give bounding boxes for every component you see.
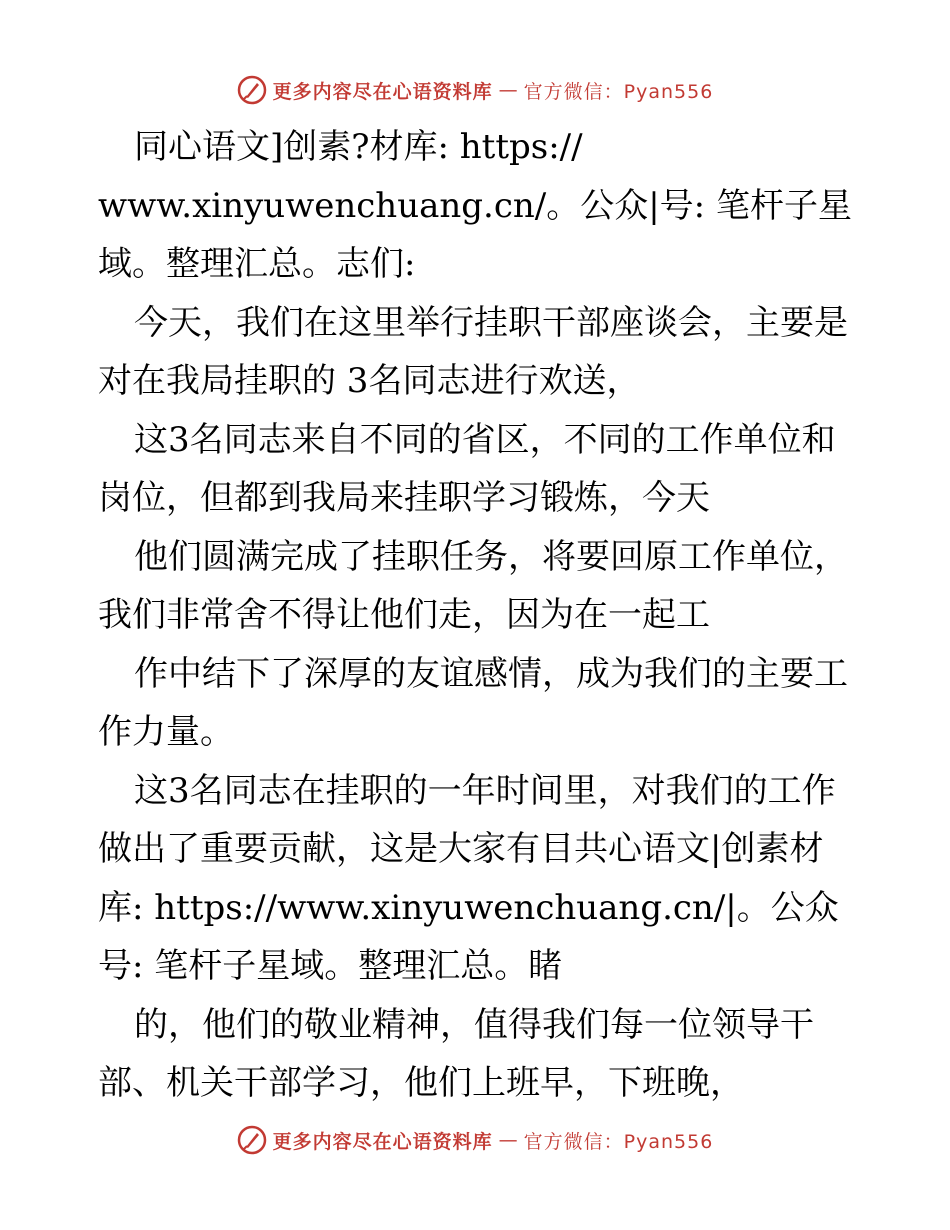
feather-pen-icon: [237, 75, 267, 105]
body-line: www.xinyuwenchuang.cn/。公众|号: 笔杆子星: [98, 185, 852, 226]
banner-wechat: 官方微信：Pyan556: [523, 1130, 714, 1153]
banner-title: 更多内容尽在心语资料库: [272, 1130, 493, 1153]
body-line: 做出了重要贡献，这是大家有目共心语文|创素材: [98, 829, 824, 869]
body-line: 对在我局挂职的 3名同志进行欢送，: [98, 361, 641, 401]
banner-title: 更多内容尽在心语资料库: [272, 80, 493, 103]
body-line: 岗位，但都到我局来挂职学习锻炼，今天: [98, 478, 710, 518]
body-line: 号: 笔杆子星域。整理汇总。睹: [98, 946, 563, 986]
document-body: [98, 118, 858, 1113]
body-line: 我们非常舍不得让他们走，因为在一起工: [98, 595, 710, 635]
banner-separator: —: [498, 1129, 518, 1151]
footer-banner: [0, 1120, 950, 1160]
body-line: 部、机关干部学习，他们上班早，下班晚，: [98, 1063, 744, 1103]
feather-pen-icon: [237, 1125, 267, 1155]
body-line: 这3名同志在挂职的一年时间里，对我们的工作: [134, 770, 836, 811]
body-line: 库: https://www.xinyuwenchuang.cn/|。公众: [98, 887, 839, 928]
banner-separator: —: [498, 79, 518, 101]
body-line: 作中结下了深厚的友谊感情，成为我们的主要工: [134, 653, 848, 694]
body-line: 他们圆满完成了挂职任务，将要回原工作单位，: [134, 536, 848, 577]
body-line: 的，他们的敬业精神，值得我们每一位领导干: [134, 1004, 814, 1045]
banner-wechat: 官方微信：Pyan556: [523, 80, 714, 103]
body-line: 今天，我们在这里举行挂职干部座谈会，主要是: [134, 302, 848, 343]
body-line: 域。整理汇总。志们:: [98, 244, 416, 284]
body-line: 这3名同志来自不同的省区，不同的工作单位和: [134, 419, 836, 460]
body-line: 同心语文]创素?材库: https://: [134, 127, 583, 167]
header-banner: [0, 70, 950, 110]
body-line: 作力量。: [98, 712, 234, 752]
